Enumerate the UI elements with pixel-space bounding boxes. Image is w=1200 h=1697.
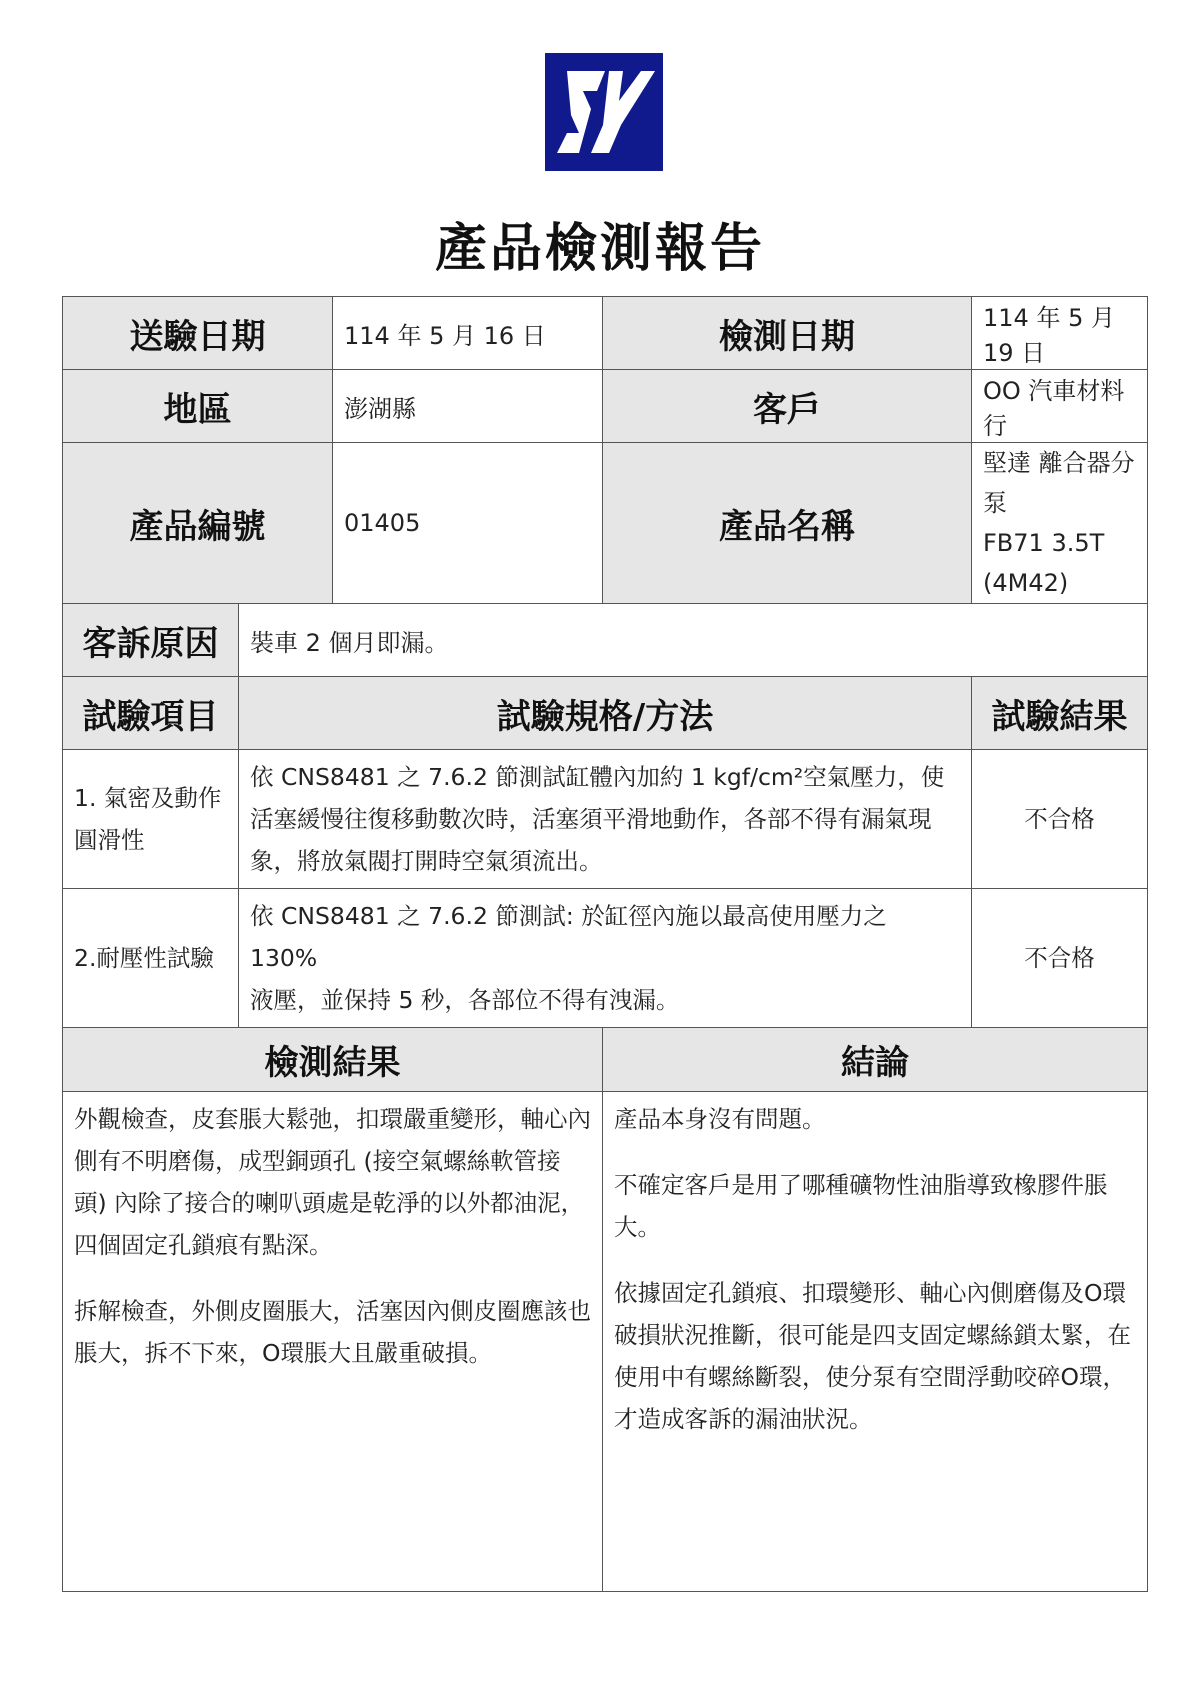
conclusion-header: 結論 (603, 1028, 1148, 1092)
row-product (63, 443, 1148, 604)
product-name-line2: FB71 3.5T (4M42) (983, 529, 1105, 597)
product-name-value (972, 443, 1148, 604)
conclusion-paragraph-1: 產品本身沒有問題。 (614, 1105, 826, 1133)
report-table (62, 296, 1148, 1592)
col-test-item: 試驗項目 (63, 677, 239, 750)
complaint-label: 客訴原因 (63, 604, 239, 677)
col-test-method: 試驗規格/方法 (239, 677, 972, 750)
product-no-value: 01405 (333, 443, 603, 604)
col-test-result: 試驗結果 (972, 677, 1148, 750)
test-date-label: 檢測日期 (603, 297, 972, 370)
test-row-2 (63, 889, 1148, 1028)
test-method-2 (239, 889, 972, 1028)
conclusion-paragraph-3: 依據固定孔鎖痕、扣環變形、軸心內側磨傷及O環破損狀況推斷，很可能是四支固定螺絲鎖太緊，在使用中有螺絲斷裂，使分泵有空間浮動咬碎O環，才造成客訴的漏油狀況。 (614, 1279, 1131, 1433)
row-summary-body (63, 1092, 1148, 1592)
test-result-1: 不合格 (972, 750, 1148, 889)
findings-header: 檢測結果 (63, 1028, 603, 1092)
complaint-value: 裝車 2 個月即漏。 (239, 604, 1148, 677)
row-region (63, 370, 1148, 443)
sy-logo-icon (545, 53, 663, 171)
findings-paragraph-2: 拆解檢查，外側皮圈脹大，活塞因內側皮圈應該也脹大，拆不下來，O環脹大且嚴重破損。 (74, 1297, 591, 1367)
send-date-label: 送驗日期 (63, 297, 333, 370)
conclusion-body (603, 1092, 1148, 1592)
test-result-2: 不合格 (972, 889, 1148, 1028)
test-item-1-line2: 圓滑性 (74, 826, 145, 854)
customer-label: 客戶 (603, 370, 972, 443)
row-complaint (63, 604, 1148, 677)
conclusion-paragraph-2: 不確定客戶是用了哪種礦物性油脂導致橡膠件脹大。 (614, 1171, 1108, 1241)
test-item-1 (63, 750, 239, 889)
test-item-2: 2.耐壓性試驗 (63, 889, 239, 1028)
row-summary-header (63, 1028, 1148, 1092)
customer-value: OO 汽車材料行 (972, 370, 1148, 443)
findings-body (63, 1092, 603, 1592)
row-dates (63, 297, 1148, 370)
findings-paragraph-1: 外觀檢查，皮套脹大鬆弛，扣環嚴重變形，軸心內側有不明磨傷，成型銅頭孔 (接空氣螺絲軟管接頭) 內除了接合的喇叭頭處是乾淨的以外都油泥，四個固定孔鎖痕有點深。 (74, 1105, 591, 1259)
test-method-2-line2: 液壓，並保持 5 秒，各部位不得有洩漏。 (250, 986, 680, 1014)
company-logo (545, 53, 663, 171)
page-title: 產品檢測報告 (434, 219, 765, 279)
product-no-label: 產品編號 (63, 443, 333, 604)
region-value: 澎湖縣 (333, 370, 603, 443)
test-date-value: 114 年 5 月 19 日 (972, 297, 1148, 370)
product-name-line1: 堅達 離合器分泵 (983, 449, 1135, 517)
test-row-1 (63, 750, 1148, 889)
test-method-1: 依 CNS8481 之 7.6.2 節測試缸體內加約 1 kgf/cm²空氣壓力，使活塞緩慢往復移動數次時，活塞須平滑地動作，各部不得有漏氣現象，將放氣閥打開時空氣須流出。 (239, 750, 972, 889)
send-date-value: 114 年 5 月 16 日 (333, 297, 603, 370)
row-tests-header (63, 677, 1148, 750)
test-item-1-line1: 1. 氣密及動作 (74, 784, 222, 812)
product-name-label: 產品名稱 (603, 443, 972, 604)
region-label: 地區 (63, 370, 333, 443)
test-method-2-line1: 依 CNS8481 之 7.6.2 節測試: 於缸徑內施以最高使用壓力之 130% (250, 902, 887, 972)
